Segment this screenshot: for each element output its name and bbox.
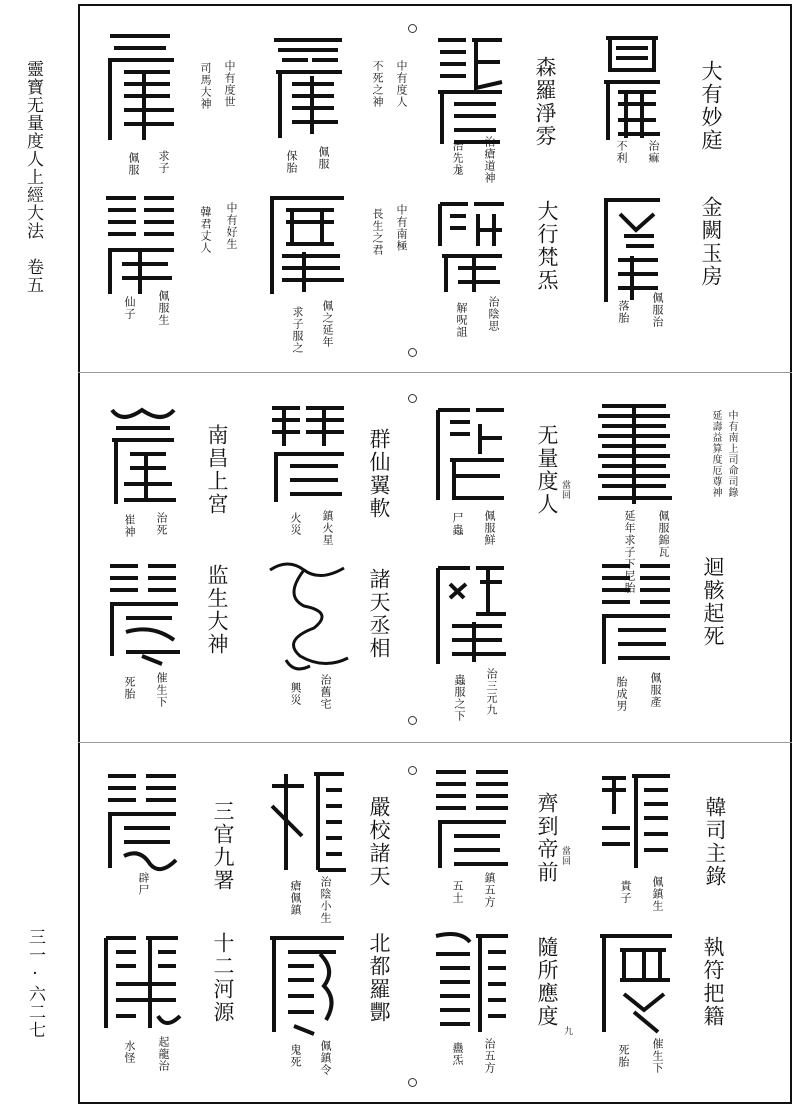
talisman-note: 治先尨	[451, 140, 464, 176]
talisman-title: 大行梵炁	[535, 200, 559, 292]
talisman-glyph	[268, 34, 348, 144]
talisman-note: 治陰思	[487, 296, 500, 332]
talisman-title: 监生大神	[205, 564, 229, 656]
talisman-note: 九	[562, 1026, 572, 1036]
talisman-note: 治瘡道神	[483, 136, 496, 184]
talisman-title: 隨所應度	[535, 936, 559, 1028]
talisman-title: 群仙翼軟	[367, 428, 391, 520]
binding-hole	[408, 716, 417, 725]
talisman-note: 中有南極	[395, 204, 408, 252]
talisman-note: 佩服錦瓦	[657, 510, 670, 558]
talisman-note: 佩鎮令	[319, 1040, 332, 1076]
binding-hole	[408, 348, 417, 357]
talisman-note: 蟲服之下	[453, 674, 466, 722]
talisman-title: 十二河源	[211, 932, 235, 1024]
talisman-note: 仙子	[123, 296, 136, 320]
talisman-title: 三官九署	[211, 800, 235, 892]
section-divider	[78, 372, 792, 373]
talisman-note: 佩之延年	[321, 300, 334, 348]
talisman-note: 司馬大神	[199, 62, 212, 110]
talisman-title: 金闕玉房	[699, 196, 723, 288]
talisman-note: 水怪	[123, 1040, 136, 1064]
talisman-note: 起龍治	[157, 1036, 170, 1072]
talisman-glyph	[102, 404, 184, 512]
talisman-glyph	[430, 404, 510, 508]
talisman-note: 佩服鮮	[483, 510, 496, 546]
talisman-note: 蠱炁	[451, 1042, 464, 1066]
section-divider	[78, 742, 792, 743]
talisman-note: 落胎	[617, 300, 630, 324]
talisman-title: 大有妙庭	[699, 60, 723, 152]
talisman-note: 治死	[155, 512, 168, 536]
page-number: 三一·六二七	[25, 928, 45, 1039]
binding-hole	[408, 766, 417, 775]
talisman-glyph	[594, 560, 676, 670]
talisman-note: 當回	[560, 846, 570, 866]
talisman-title: 諸天丞相	[367, 568, 391, 660]
talisman-note: 求子服之	[291, 306, 304, 354]
talisman-note: 解呪詛	[455, 302, 468, 338]
talisman-glyph	[102, 560, 184, 668]
talisman-note: 鎮火星	[321, 510, 334, 546]
talisman-glyph	[264, 930, 352, 1038]
talisman-note: 求子	[157, 150, 170, 174]
talisman-note: 中有度人	[395, 60, 408, 108]
talisman-note: 瘡佩鎮	[289, 880, 302, 916]
talisman-note: 治舊宅	[319, 674, 332, 710]
talisman-title: 齊到帝前	[535, 792, 559, 884]
talisman-title: 北都羅酆	[367, 932, 391, 1024]
talisman-note: 五土	[451, 880, 464, 904]
talisman-glyph	[594, 928, 678, 1038]
talisman-title: 韓司主錄	[703, 796, 727, 888]
talisman-title: 嚴校諸天	[367, 796, 391, 888]
talisman-note: 韓君丈人	[199, 206, 212, 254]
talisman-note: 中有好生	[225, 202, 238, 250]
talisman-note: 治三元九	[485, 668, 498, 716]
talisman-glyph	[100, 30, 180, 146]
talisman-note: 延年求子下尼胎	[623, 510, 636, 594]
book-title: 靈寶无量度人上經大法 卷五	[23, 60, 43, 294]
talisman-note: 佩服生	[157, 290, 170, 326]
talisman-glyph	[430, 562, 510, 670]
talisman-note: 長生之君	[371, 208, 384, 256]
talisman-note: 中有度世	[223, 60, 236, 108]
talisman-note: 治五方	[483, 1038, 496, 1074]
talisman-glyph	[432, 32, 508, 156]
talisman-glyph	[592, 400, 676, 510]
talisman-note: 佩服治	[651, 292, 664, 328]
talisman-note: 尸蟲	[451, 512, 464, 536]
talisman-note: 死胎	[123, 676, 136, 700]
talisman-title: 森羅淨雰	[533, 56, 557, 148]
talisman-glyph	[596, 768, 676, 878]
talisman-glyph	[264, 556, 354, 676]
talisman-note: 佩服產	[649, 672, 662, 708]
talisman-note: 治痲	[647, 140, 660, 164]
talisman-note: 胎成男	[615, 676, 628, 712]
talisman-note: 鎮五方	[483, 872, 496, 908]
talisman-note: 保胎	[285, 150, 298, 174]
talisman-glyph	[434, 196, 508, 300]
talisman-glyph	[100, 192, 180, 300]
talisman-note: 治陰小生	[319, 876, 332, 924]
talisman-note: 不利	[615, 140, 628, 164]
talisman-note: 中有南上司命司錄	[726, 410, 737, 498]
talisman-glyph	[264, 192, 350, 300]
talisman-title: 无量度人	[535, 424, 559, 516]
talisman-note: 崔神	[123, 514, 136, 538]
talisman-glyph	[266, 766, 350, 876]
talisman-note: 貴子	[619, 880, 632, 904]
talisman-glyph	[596, 30, 668, 152]
talisman-glyph	[100, 930, 184, 1034]
talisman-note: 佩服	[317, 146, 330, 170]
talisman-note: 鬼死	[289, 1044, 302, 1068]
talisman-glyph	[100, 768, 184, 876]
binding-hole	[408, 24, 417, 33]
binding-hole	[408, 394, 417, 403]
talisman-note: 火災	[289, 512, 302, 536]
talisman-note: 辟尸	[137, 872, 150, 896]
talisman-glyph	[430, 764, 514, 874]
talisman-note: 佩服	[127, 152, 140, 176]
talisman-glyph	[266, 400, 350, 508]
talisman-note: 興災	[289, 682, 302, 706]
talisman-note: 佩鎮生	[651, 876, 664, 912]
talisman-note: 催生下	[651, 1038, 664, 1074]
talisman-note: 不死之神	[371, 60, 384, 108]
talisman-title: 南昌上宮	[205, 424, 229, 516]
talisman-note: 死胎	[617, 1044, 630, 1068]
talisman-note: 延壽益算度厄尊神	[710, 410, 721, 498]
talisman-title: 執符把籍	[701, 936, 725, 1028]
talisman-glyph	[430, 928, 514, 1038]
talisman-note: 當回	[560, 480, 570, 500]
talisman-note: 催生下	[155, 672, 168, 708]
binding-hole	[408, 1078, 417, 1087]
talisman-title: 迴骸起死	[701, 556, 725, 648]
